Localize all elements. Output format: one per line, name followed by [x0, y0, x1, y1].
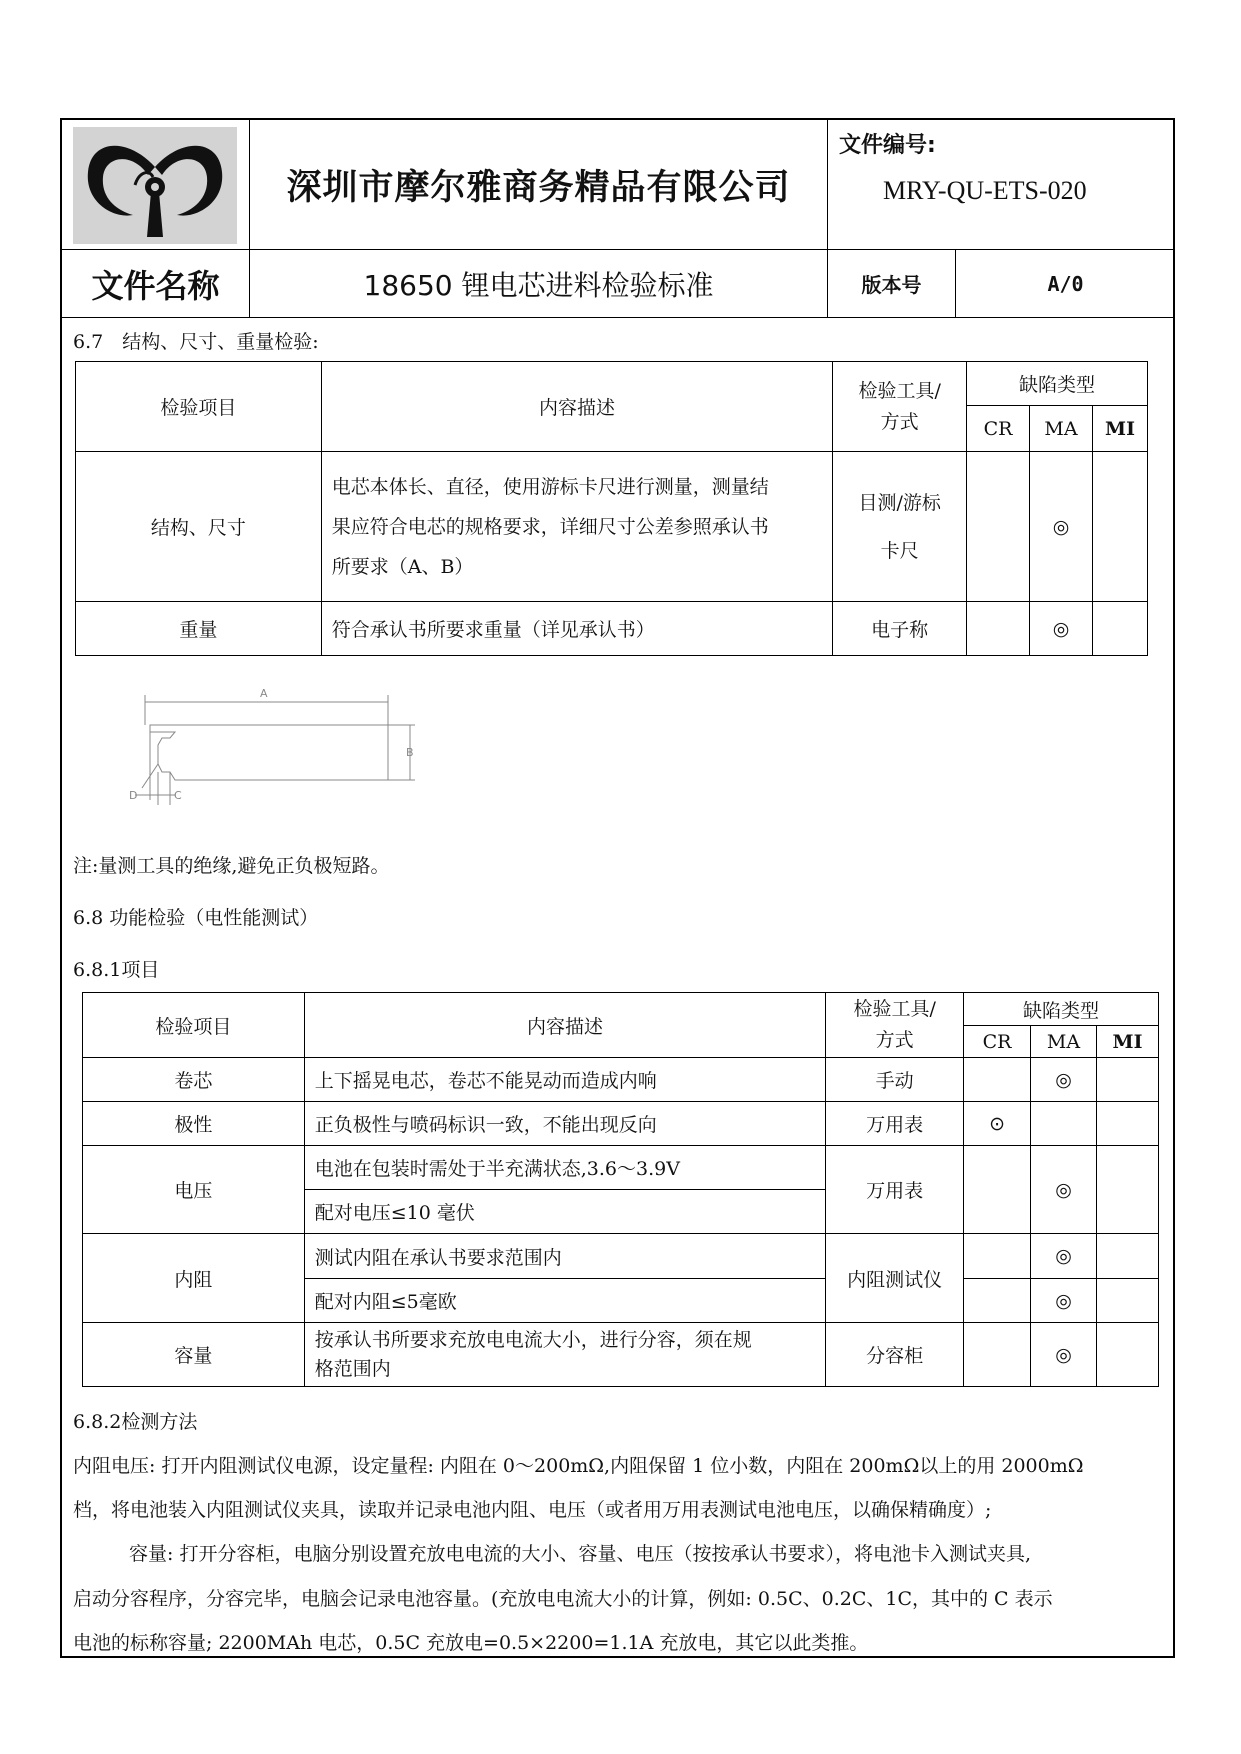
col-header-ma: MA	[1031, 1026, 1097, 1058]
row-desc: 测试内阻在承认书要求范围内	[304, 1234, 825, 1279]
col-header-item: 检验项目	[83, 993, 305, 1058]
row-item: 卷芯	[83, 1058, 305, 1102]
row-item: 内阻	[83, 1234, 305, 1323]
row-mi	[1097, 1058, 1159, 1102]
row-mi	[1097, 1323, 1159, 1387]
method-p2-line1: 容量: 打开分容柜，电脑分别设置充放电电流的大小、容量、电压（按按承认书要求），将电池卡入测试夹具,	[129, 1543, 1031, 1565]
col-header-desc: 内容描述	[304, 993, 825, 1058]
col-header-defect: 缺陷类型	[967, 362, 1148, 406]
row-desc: 电芯本体长、直径，使用游标卡尺进行测量，测量结 果应符合电芯的规格要求，详细尺寸公差参照承认书 所要求（A、B）	[321, 452, 832, 602]
row-item: 结构、尺寸	[76, 452, 322, 602]
row-desc: 配对电压≤10 毫伏	[304, 1190, 825, 1234]
section-6-8-1-heading: 6.8.1项目	[73, 959, 160, 981]
row-cr	[967, 452, 1030, 602]
row-ma: ◎	[1031, 1279, 1097, 1323]
dim-label-a: A	[260, 687, 268, 700]
document-header	[62, 120, 1173, 320]
method-p1-line2: 档，将电池装入内阻测试仪夹具，读取并记录电池内阻、电压（或者用万用表测试电池电压，以确保精确度）;	[73, 1499, 992, 1521]
row-mi	[1097, 1234, 1159, 1279]
structure-inspection-table	[75, 361, 1148, 656]
dim-label-c: C	[174, 789, 182, 802]
file-number: MRY-QU-ETS-020	[883, 176, 1087, 205]
col-header-desc: 内容描述	[321, 362, 832, 452]
row-cr	[964, 1146, 1031, 1234]
row-tool: 万用表	[826, 1146, 964, 1234]
col-header-item: 检验项目	[76, 362, 322, 452]
row-cr	[964, 1058, 1031, 1102]
section-6-8-heading: 6.8 功能检验（电性能测试）	[73, 907, 319, 929]
col-header-ma: MA	[1030, 406, 1093, 452]
function-inspection-table	[82, 992, 1159, 1387]
row-desc: 配对内阻≤5毫欧	[304, 1279, 825, 1323]
row-mi	[1097, 1279, 1159, 1323]
row-tool: 电子称	[833, 602, 967, 656]
table-row	[83, 1102, 1159, 1146]
insulation-note: 注:量测工具的绝缘,避免正负极短路。	[73, 855, 390, 877]
method-p2-line3: 电池的标称容量; 2200MAh 电芯，0.5C 充放电=0.5×2200=1.1A 充放电，其它以此类推。	[73, 1632, 869, 1654]
row-tool: 手动	[826, 1058, 964, 1102]
company-logo	[73, 127, 237, 244]
row-mi	[1092, 452, 1147, 602]
file-number-cell	[828, 120, 1175, 250]
table-row	[76, 602, 1148, 656]
row-desc: 上下摇晃电芯，卷芯不能晃动而造成内响	[304, 1058, 825, 1102]
row-ma: ◎	[1030, 452, 1093, 602]
row-desc: 正负极性与喷码标识一致，不能出现反向	[304, 1102, 825, 1146]
cell-dimension-diagram	[120, 680, 440, 810]
col-header-mi: MI	[1092, 406, 1147, 452]
row-cr	[964, 1323, 1031, 1387]
file-name: 18650 锂电芯进料检验标准	[250, 250, 828, 318]
row-item: 容量	[83, 1323, 305, 1387]
table-row	[76, 452, 1148, 602]
dim-label-b: B	[406, 746, 414, 759]
row-desc: 电池在包装时需处于半充满状态,3.6～3.9V	[304, 1146, 825, 1190]
table-row	[83, 1234, 1159, 1279]
row-mi	[1097, 1146, 1159, 1234]
table-row	[83, 1323, 1159, 1387]
col-header-tool: 检验工具/ 方式	[826, 993, 964, 1058]
row-tool: 目测/游标 卡尺	[833, 452, 967, 602]
col-header-defect: 缺陷类型	[964, 993, 1159, 1026]
file-name-label: 文件名称	[62, 250, 250, 318]
row-cr	[964, 1279, 1031, 1323]
col-header-cr: CR	[967, 406, 1030, 452]
row-tool: 分容柜	[826, 1323, 964, 1387]
row-cr	[967, 602, 1030, 656]
row-ma: ◎	[1030, 602, 1093, 656]
col-header-tool: 检验工具/ 方式	[833, 362, 967, 452]
table-row	[83, 1058, 1159, 1102]
row-item: 极性	[83, 1102, 305, 1146]
method-p1-line1: 内阻电压: 打开内阻测试仪电源，设定量程: 内阻在 0～200mΩ,内阻保留 1 位小数，内阻在 200mΩ以上的用 2000mΩ	[73, 1455, 1084, 1477]
logo-cell	[62, 120, 250, 250]
col-header-cr: CR	[964, 1026, 1031, 1058]
row-desc: 符合承认书所要求重量（详见承认书）	[321, 602, 832, 656]
row-ma: ◎	[1031, 1146, 1097, 1234]
table-row	[83, 1146, 1159, 1190]
col-header-mi: MI	[1097, 1026, 1159, 1058]
method-p2-line2: 启动分容程序，分容完毕，电脑会记录电池容量。(充放电电流大小的计算，例如: 0.5C、0.2C、1C，其中的 C 表示	[73, 1588, 1053, 1610]
row-ma: ◎	[1031, 1058, 1097, 1102]
row-cr: ⊙	[964, 1102, 1031, 1146]
row-ma	[1031, 1102, 1097, 1146]
row-desc: 按承认书所要求充放电电流大小，进行分容，须在规 格范围内	[304, 1323, 825, 1387]
version-label: 版本号	[828, 250, 956, 318]
company-name: 深圳市摩尔雅商务精品有限公司	[250, 120, 828, 250]
section-6-7-heading: 6.7 结构、尺寸、重量检验:	[73, 331, 319, 353]
row-mi	[1097, 1102, 1159, 1146]
row-tool: 万用表	[826, 1102, 964, 1146]
version-value: A/0	[956, 250, 1175, 318]
row-ma: ◎	[1031, 1234, 1097, 1279]
row-tool: 内阻测试仪	[826, 1234, 964, 1323]
section-6-8-2-heading: 6.8.2检测方法	[73, 1411, 198, 1433]
row-mi	[1092, 602, 1147, 656]
row-cr	[964, 1234, 1031, 1279]
row-item: 重量	[76, 602, 322, 656]
file-number-label: 文件编号:	[839, 133, 936, 158]
row-item: 电压	[83, 1146, 305, 1234]
row-ma: ◎	[1031, 1323, 1097, 1387]
dim-label-d: D	[129, 789, 138, 802]
